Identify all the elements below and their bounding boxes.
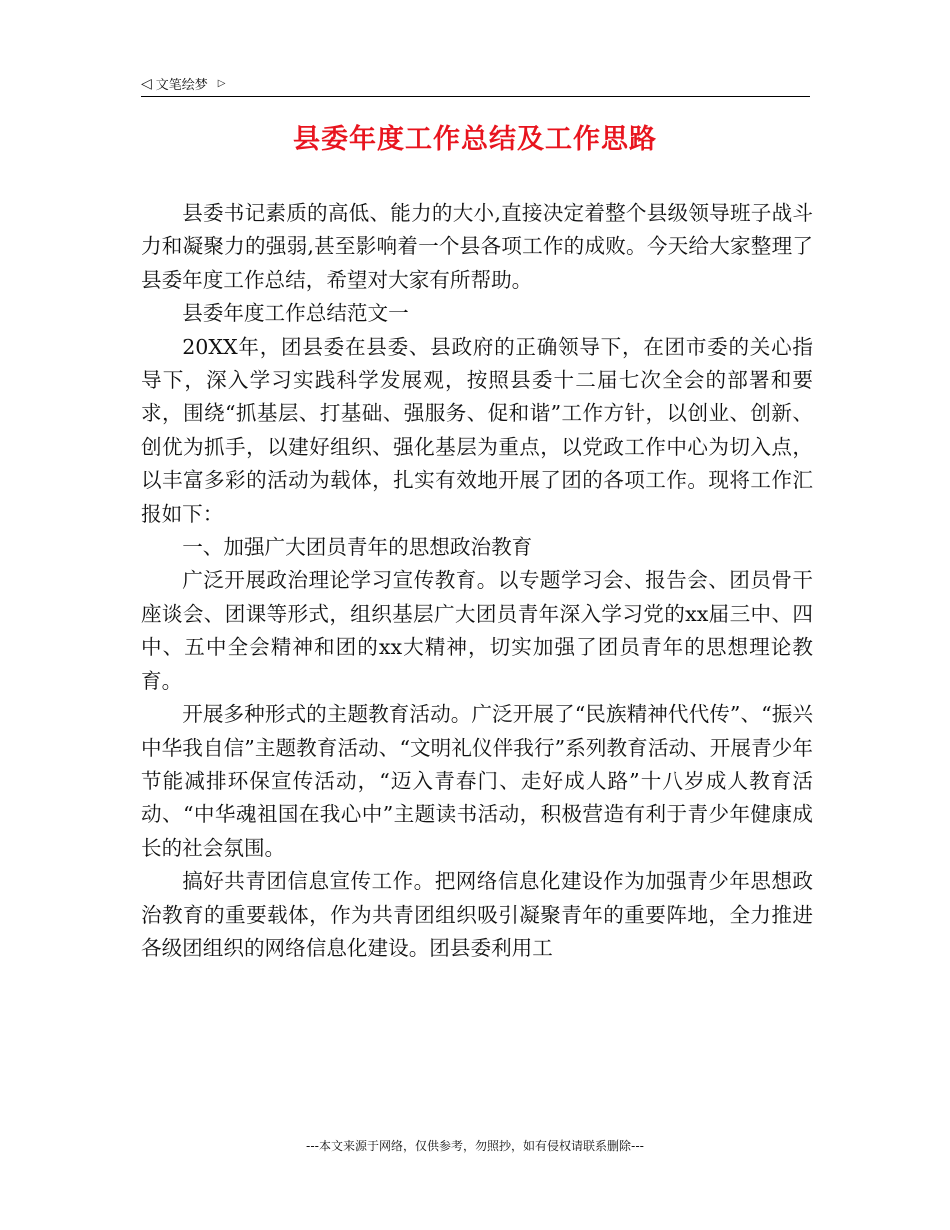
- triangle-left-icon: ◁: [141, 75, 152, 92]
- paragraph: 20XX年，团县委在县委、县政府的正确领导下，在团市委的关心指导下，深入学习实践科学发展观，按照县委十二届七次全会的部署和要求，围绕“抓基层、打基础、强服务、促和谐”工作方针，以创业、创新、创优为抓手，以建好组织、强化基层为重点，以党政工作中心为切入点，以丰富多彩的活动为载体，扎实有效地开展了团的各项工作。现将工作汇报如下：: [141, 334, 813, 526]
- page-footer: ---本文来源于网络，仅供参考，勿照抄，如有侵权请联系删除---: [306, 1139, 644, 1153]
- paragraph: 广泛开展政治理论学习宣传教育。以专题学习会、报告会、团员骨干座谈会、团课等形式，组织基层广大团员青年深入学习党的xx届三中、四中、五中全会精神和团的xx大精神，切实加强了团员青年的思想理论教育。: [141, 568, 813, 693]
- paragraph: 开展多种形式的主题教育活动。广泛开展了“民族精神代代传”、“振兴中华我自信”主题教育活动、“文明礼仪伴我行”系列教育活动、开展青少年节能减排环保宣传活动，“迈入青春门、走好成人路”十八岁成人教育活动、“中华魂祖国在我心中”主题读书活动，积极营造有利于青少年健康成长的社会氛围。: [141, 702, 813, 860]
- document-title: 县委年度工作总结及工作思路: [293, 124, 657, 155]
- brand-name: 文笔绘梦: [155, 78, 208, 93]
- document-body: [141, 197, 813, 965]
- section-heading: 一、加强广大团员青年的思想政治教育: [182, 535, 533, 560]
- page-header: [141, 72, 810, 97]
- paragraph: 县委书记素质的高低、能力的大小,直接决定着整个县级领导班子战斗力和凝聚力的强弱,甚至影响着一个县各项工作的成败。今天给大家整理了县委年度工作总结，希望对大家有所帮助。: [141, 201, 813, 292]
- paragraph: 县委年度工作总结范文一: [182, 301, 409, 326]
- brand: [141, 74, 226, 93]
- triangle-right-icon: ▷: [217, 77, 226, 89]
- paragraph: 搞好共青团信息宣传工作。把网络信息化建设作为加强青少年思想政治教育的重要载体，作为共青团组织吸引凝聚青年的重要阵地，全力推进各级团组织的网络信息化建设。团县委利用工: [141, 869, 813, 960]
